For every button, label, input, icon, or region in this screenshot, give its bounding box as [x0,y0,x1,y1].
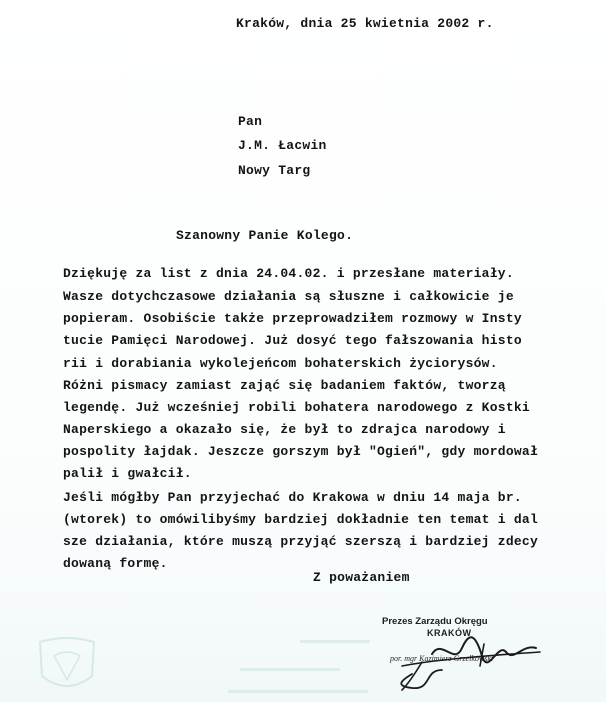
body-line: rii i dorabiania wykolejeńcom bohaterskich życiorysów. [63,356,498,371]
recipient-city: Nowy Targ [238,163,311,178]
salutation: Szanowny Panie Kolego. [176,228,354,243]
body-line: dowaną formę. [63,556,168,571]
body-line: (wtorek) to omówilibyśmy bardziej dokładnie ten temat i dal [63,512,539,527]
closing-line: Z poważaniem [313,570,410,585]
body-line: legendę. Już wcześniej robili bohatera narodowego z Kostki [63,400,530,415]
body-line: Jeśli mógłby Pan przyjechać do Krakowa w dniu 14 maja br. [63,490,522,505]
show-through-line [228,690,368,693]
body-line: sze działania, które muszą przyjąć szerszą i bardziej zdecy [63,534,539,549]
handwritten-signature-icon [372,626,547,692]
recipient-line-1: Pan [238,114,263,129]
body-line: Dziękuję za list z dnia 24.04.02. i przesłane materiały. [63,266,514,281]
body-line: Różni pismacy zamiast zająć się badaniem faktów, tworzą [63,378,506,393]
emblem-watermark-icon [32,636,102,696]
signature-stamp [372,612,547,692]
stamp-name: por. mgr Kazimierz Grzelkowski [390,654,494,663]
body-line: pospolity łajdak. Jeszcze gorszym był "Ogień", gdy mordował [63,444,539,459]
body-line: Wasze dotychczasowe działania są słuszne i całkowicie je [63,289,514,304]
show-through-line [240,668,340,671]
letter-date: Kraków, dnia 25 kwietnia 2002 r. [236,16,494,31]
stamp-city: KRAKÓW [427,628,472,638]
show-through-line [300,640,370,643]
body-line: tucie Pamięci Narodowej. Już dosyć tego fałszowania histo [63,333,522,348]
stamp-title: Prezes Zarządu Okręgu [382,616,488,627]
body-line: palił i gwałcił. [63,466,192,481]
body-line: Naperskiego a okazało się, że był to zdrajca narodowy i [63,422,506,437]
body-line: popieram. Osobiście także przeprowadziłem rozmowy w Insty [63,311,522,326]
recipient-name: J.M. Łacwin [238,138,327,153]
